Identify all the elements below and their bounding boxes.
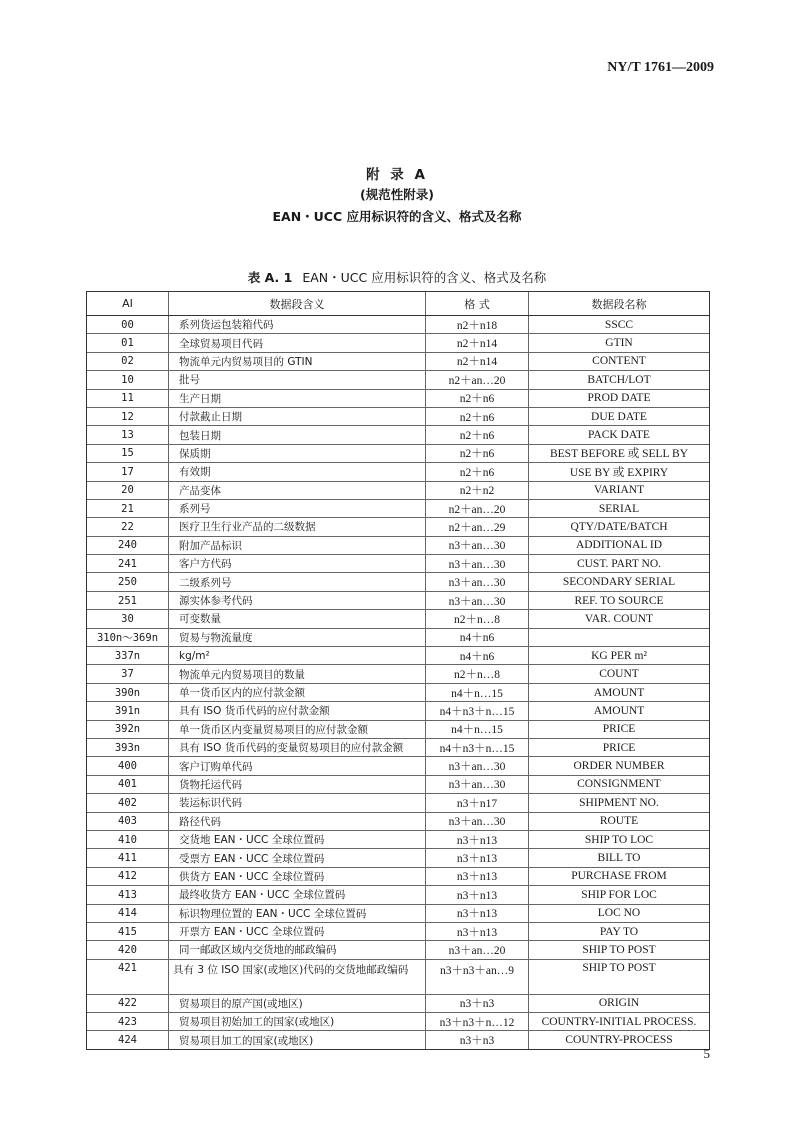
meaning-cell: 医疗卫生行业产品的二级数据 — [169, 518, 426, 535]
name-cell: SHIP FOR LOC — [581, 888, 657, 901]
name-cell: BATCH/LOT — [587, 373, 651, 386]
meaning-cell: 批号 — [169, 371, 426, 388]
appendix-name: EAN・UCC 应用标识符的含义、格式及名称 — [272, 209, 522, 224]
ai-cell: 392n — [87, 721, 169, 738]
table-row — [87, 1031, 709, 1048]
ai-cell: 414 — [87, 905, 169, 922]
ai-cell: 12 — [87, 408, 169, 425]
standard-number: NY/T 1761—2009 — [607, 60, 714, 75]
format-cell: n4＋n6 — [426, 629, 529, 646]
format-cell: n2＋n…8 — [426, 665, 529, 682]
meaning-cell: 产品变体 — [169, 482, 426, 499]
ai-cell: 412 — [87, 868, 169, 885]
format-cell: n2＋n6 — [426, 390, 529, 407]
meaning-cell: 货物托运代码 — [169, 776, 426, 793]
name-cell: CONTENT — [592, 355, 646, 368]
format-cell: n2＋n…8 — [426, 610, 529, 627]
format-cell: n2＋n14 — [426, 334, 529, 351]
name-cell — [529, 629, 709, 646]
ai-cell: 13 — [87, 426, 169, 443]
appendix-subtitle: (规范性附录) — [360, 187, 434, 202]
appendix-title: 附 录 A — [366, 167, 428, 183]
table-row — [87, 702, 709, 720]
table-row — [87, 960, 709, 995]
name-cell: COUNTRY-INITIAL PROCESS. — [541, 1015, 697, 1028]
ai-cell: 37 — [87, 665, 169, 682]
ai-cell: 401 — [87, 776, 169, 793]
name-cell: KG PER m² — [591, 649, 647, 662]
ai-cell: 02 — [87, 353, 169, 370]
table-row — [87, 555, 709, 573]
ai-cell: 251 — [87, 592, 169, 609]
column-header-format: 格 式 — [426, 292, 529, 315]
meaning-cell: 系列号 — [169, 500, 426, 517]
table-row — [87, 757, 709, 775]
table-row — [87, 995, 709, 1013]
table-row — [87, 665, 709, 683]
format-cell: n4＋n…15 — [426, 684, 529, 701]
ai-cell: 410 — [87, 831, 169, 848]
table-row — [87, 445, 709, 463]
table-row — [87, 537, 709, 555]
table-row — [87, 629, 709, 647]
table-row — [87, 592, 709, 610]
ai-cell: 402 — [87, 794, 169, 811]
format-cell: n4＋n3＋n…15 — [426, 702, 529, 719]
meaning-cell: 物流单元内贸易项目的数量 — [169, 665, 426, 682]
table-row — [87, 831, 709, 849]
table-row — [87, 794, 709, 812]
format-cell: n4＋n…15 — [426, 721, 529, 738]
meaning-cell: 开票方 EAN・UCC 全球位置码 — [169, 923, 426, 940]
name-cell: SHIP TO POST — [582, 961, 656, 974]
table-row — [87, 371, 709, 389]
name-cell: PAY TO — [599, 925, 639, 938]
table-caption — [0, 268, 794, 286]
format-cell: n3＋an…30 — [426, 555, 529, 572]
name-cell: QTY/DATE/BATCH — [570, 520, 668, 533]
name-cell: SHIP TO LOC — [584, 833, 654, 846]
format-cell: n3＋n13 — [426, 831, 529, 848]
meaning-cell: 单一货币区内变量贸易项目的应付款金额 — [169, 721, 426, 738]
meaning-cell: 贸易项目加工的国家(或地区) — [169, 1031, 426, 1048]
table-row — [87, 923, 709, 941]
table-row — [87, 1013, 709, 1031]
format-cell: n2＋n6 — [426, 445, 529, 462]
ai-cell: 391n — [87, 702, 169, 719]
ai-cell: 422 — [87, 995, 169, 1012]
table-row — [87, 334, 709, 352]
name-cell: ADDITIONAL ID — [575, 539, 663, 552]
ai-cell: 400 — [87, 757, 169, 774]
meaning-cell: 生产日期 — [169, 390, 426, 407]
ai-cell: 240 — [87, 537, 169, 554]
meaning-cell: 单一货币区内的应付款金额 — [169, 684, 426, 701]
meaning-cell: 标识物理位置的 EAN・UCC 全球位置码 — [169, 905, 426, 922]
name-cell: SECONDARY SERIAL — [562, 576, 676, 589]
table-row — [87, 610, 709, 628]
table-row — [87, 813, 709, 831]
column-header-name: 数据段名称 — [591, 297, 647, 311]
name-cell: GTIN — [605, 337, 633, 350]
table-row — [87, 905, 709, 923]
format-cell: n2＋n6 — [426, 426, 529, 443]
ai-cell: 20 — [87, 482, 169, 499]
ai-cell: 390n — [87, 684, 169, 701]
meaning-cell: 贸易项目的原产国(或地区) — [169, 995, 426, 1012]
ai-cell: 21 — [87, 500, 169, 517]
format-cell: n3＋n13 — [426, 868, 529, 885]
name-cell: PRICE — [602, 723, 636, 736]
table-row — [87, 776, 709, 794]
name-cell: ROUTE — [599, 815, 639, 828]
name-cell: COUNT — [599, 668, 639, 681]
meaning-cell: 具有 3 位 ISO 国家(或地区)代码的交货地邮政编码 — [169, 960, 426, 994]
meaning-cell: 贸易与物流量度 — [169, 629, 426, 646]
meaning-cell: 供货方 EAN・UCC 全球位置码 — [169, 868, 426, 885]
format-cell: n2＋n2 — [426, 482, 529, 499]
ai-cell: 10 — [87, 371, 169, 388]
ai-cell: 310n～369n — [87, 629, 169, 646]
table-row — [87, 941, 709, 959]
meaning-cell: 交货地 EAN・UCC 全球位置码 — [169, 831, 426, 848]
ai-cell: 30 — [87, 610, 169, 627]
meaning-cell: 附加产品标识 — [169, 537, 426, 554]
table-row — [87, 426, 709, 444]
name-cell: VAR. COUNT — [584, 612, 654, 625]
meaning-cell: 受票方 EAN・UCC 全球位置码 — [169, 849, 426, 866]
column-header-ai: AI — [87, 292, 169, 315]
name-cell: ORDER NUMBER — [573, 760, 665, 773]
table-header-row — [87, 292, 709, 316]
format-cell: n3＋n13 — [426, 923, 529, 940]
name-cell: LOC NO — [597, 907, 641, 920]
meaning-cell: 物流单元内贸易项目的 GTIN — [169, 353, 426, 370]
ai-cell: 337n — [87, 647, 169, 664]
ai-cell: 01 — [87, 334, 169, 351]
meaning-cell: 具有 ISO 货币代码的变量贸易项目的应付款金额 — [169, 739, 426, 756]
ai-cell: 241 — [87, 555, 169, 572]
table-row — [87, 868, 709, 886]
meaning-cell: 具有 ISO 货币代码的应付款金额 — [169, 702, 426, 719]
name-cell: COUNTRY-PROCESS — [565, 1034, 673, 1047]
format-cell: n3＋n13 — [426, 905, 529, 922]
format-cell: n2＋n6 — [426, 408, 529, 425]
name-cell: CUST. PART NO. — [576, 557, 662, 570]
meaning-cell: 二级系列号 — [169, 573, 426, 590]
meaning-cell: 客户订购单代码 — [169, 757, 426, 774]
column-header-meaning: 数据段含义 — [169, 292, 426, 315]
ai-cell: 00 — [87, 316, 169, 333]
name-cell: SHIP TO POST — [582, 943, 656, 956]
format-cell: n3＋an…30 — [426, 592, 529, 609]
format-cell: n3＋n17 — [426, 794, 529, 811]
name-cell: SHIPMENT NO. — [579, 796, 659, 809]
meaning-cell: 有效期 — [169, 463, 426, 480]
format-cell: n3＋an…30 — [426, 537, 529, 554]
meaning-cell: 装运标识代码 — [169, 794, 426, 811]
name-cell: SSCC — [604, 318, 634, 331]
format-cell: n3＋an…30 — [426, 757, 529, 774]
meaning-cell: 客户方代码 — [169, 555, 426, 572]
meaning-cell: 包装日期 — [169, 426, 426, 443]
table-row — [87, 408, 709, 426]
format-cell: n3＋n13 — [426, 849, 529, 866]
ai-cell: 413 — [87, 886, 169, 903]
ai-cell: 423 — [87, 1013, 169, 1030]
ai-cell: 411 — [87, 849, 169, 866]
name-cell: BEST BEFORE 或 SELL BY — [549, 448, 689, 461]
format-cell: n3＋an…30 — [426, 813, 529, 830]
ai-cell: 17 — [87, 463, 169, 480]
name-cell: REF. TO SOURCE — [574, 594, 664, 607]
meaning-cell: 路径代码 — [169, 813, 426, 830]
table-row — [87, 684, 709, 702]
format-cell: n2＋an…29 — [426, 518, 529, 535]
format-cell: n3＋n13 — [426, 886, 529, 903]
table-row — [87, 316, 709, 334]
table-row — [87, 482, 709, 500]
meaning-cell: 保质期 — [169, 445, 426, 462]
table-row — [87, 739, 709, 757]
name-cell: DUE DATE — [591, 410, 647, 423]
name-cell: CONSIGNMENT — [577, 778, 661, 791]
table-row — [87, 390, 709, 408]
meaning-cell: kg/m² — [169, 647, 426, 664]
meaning-cell: 源实体参考代码 — [169, 592, 426, 609]
table-row — [87, 518, 709, 536]
table-number: 表 A. 1 — [247, 270, 293, 285]
table-title: EAN・UCC 应用标识符的含义、格式及名称 — [302, 270, 547, 285]
format-cell: n3＋n3 — [426, 995, 529, 1012]
ai-cell: 424 — [87, 1031, 169, 1048]
format-cell: n3＋n3 — [426, 1031, 529, 1048]
table-row — [87, 647, 709, 665]
table-row — [87, 886, 709, 904]
ai-cell: 403 — [87, 813, 169, 830]
format-cell: n4＋n3＋n…15 — [426, 739, 529, 756]
name-cell: SERIAL — [598, 502, 640, 515]
meaning-cell: 付款截止日期 — [169, 408, 426, 425]
format-cell: n3＋an…20 — [426, 941, 529, 958]
name-cell: PACK DATE — [588, 429, 650, 442]
format-cell: n3＋an…30 — [426, 573, 529, 590]
name-cell: BILL TO — [597, 852, 641, 865]
page-number: 5 — [703, 1046, 710, 1061]
table-row — [87, 463, 709, 481]
ai-cell: 250 — [87, 573, 169, 590]
format-cell: n2＋n18 — [426, 316, 529, 333]
name-cell: VARIANT — [593, 484, 645, 497]
name-cell: PRICE — [602, 741, 636, 754]
name-cell: AMOUNT — [593, 704, 645, 717]
format-cell: n2＋n6 — [426, 463, 529, 480]
ai-cell: 421 — [87, 960, 169, 994]
ai-cell: 420 — [87, 941, 169, 958]
ai-cell: 11 — [87, 390, 169, 407]
table-row — [87, 721, 709, 739]
ai-cell: 393n — [87, 739, 169, 756]
name-cell: USE BY 或 EXPIRY — [569, 466, 669, 479]
table-row — [87, 849, 709, 867]
table-row — [87, 573, 709, 591]
ai-cell: 415 — [87, 923, 169, 940]
format-cell: n4＋n6 — [426, 647, 529, 664]
ai-cell: 22 — [87, 518, 169, 535]
meaning-cell: 全球贸易项目代码 — [169, 334, 426, 351]
ai-table — [86, 291, 710, 1050]
name-cell: AMOUNT — [593, 686, 645, 699]
format-cell: n2＋an…20 — [426, 371, 529, 388]
meaning-cell: 可变数量 — [169, 610, 426, 627]
meaning-cell: 系列货运包装箱代码 — [169, 316, 426, 333]
meaning-cell: 同一邮政区域内交货地的邮政编码 — [169, 941, 426, 958]
ai-cell: 15 — [87, 445, 169, 462]
table-row — [87, 500, 709, 518]
name-cell: PURCHASE FROM — [571, 870, 667, 883]
name-cell: PROD DATE — [587, 392, 651, 405]
table-row — [87, 353, 709, 371]
name-cell: ORIGIN — [598, 997, 640, 1010]
meaning-cell: 最终收货方 EAN・UCC 全球位置码 — [169, 886, 426, 903]
format-cell: n3＋n3＋an…9 — [426, 960, 529, 994]
format-cell: n3＋an…30 — [426, 776, 529, 793]
meaning-cell: 贸易项目初始加工的国家(或地区) — [169, 1013, 426, 1030]
format-cell: n2＋an…20 — [426, 500, 529, 517]
format-cell: n3＋n3＋n…12 — [426, 1013, 529, 1030]
format-cell: n2＋n14 — [426, 353, 529, 370]
